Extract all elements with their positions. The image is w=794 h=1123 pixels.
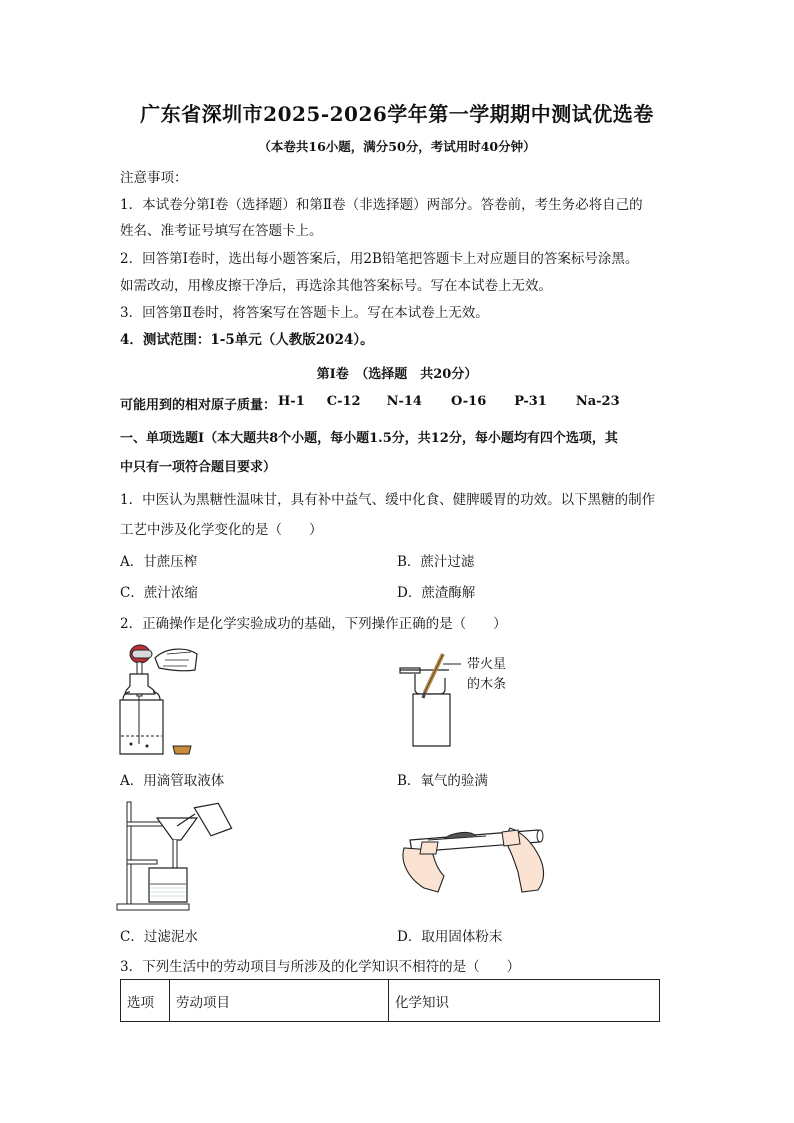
- atomic-mass-h: H-1: [278, 394, 305, 409]
- page-title: 广东省深圳市2025-2026学年第一学期期中测试优选卷: [140, 102, 654, 126]
- q1-stem-line-1: 1．中医认为黑糖性温味甘，具有补中益气、缓中化食、健脾暖胃的功效。以下黑糖的制作: [120, 492, 656, 508]
- notice-item-2-line-2: 如需改动，用橡皮擦干净后，再选涂其他答案标号。写在本试卷上无效。: [120, 278, 552, 294]
- q2-option-b: B．氧气的验满: [397, 773, 488, 789]
- dropper-figure: [115, 640, 215, 762]
- q2-stem: 2．正确操作是化学实验成功的基础，下列操作正确的是（ ）: [120, 616, 507, 632]
- q1-stem-line-2: 工艺中涉及化学变化的是（ ）: [120, 522, 323, 538]
- q2-option-a: A．用滴管取液体: [120, 773, 225, 789]
- part-title-line-1: 一、单项选题Ⅰ（本大题共8个小题，每小题1.5分，共12分，每小题均有四个选项，其: [120, 431, 618, 446]
- atomic-mass-c: C-12: [326, 394, 361, 409]
- atomic-masses-line: [120, 394, 620, 413]
- q1-option-d: D．蔗渣酶解: [397, 585, 476, 601]
- q1-option-a: A．甘蔗压榨: [120, 554, 198, 570]
- atomic-mass-p: P-31: [514, 394, 547, 409]
- notice-item-4: 4．测试范围：1-5单元（人教版2024）。: [120, 332, 374, 348]
- burning-splint-label-line-1: 带火星: [467, 657, 507, 672]
- table-header-knowledge: 化学知识: [389, 980, 660, 1022]
- oxygen-test-figure: [385, 648, 465, 752]
- page-subtitle: （本卷共16小题，满分50分，考试用时40分钟）: [258, 139, 536, 154]
- q2-option-d: D．取用固体粉末: [397, 929, 503, 945]
- q3-table: [120, 979, 660, 1022]
- notice-item-1-line-1: 1．本试卷分第Ⅰ卷（选择题）和第Ⅱ卷（非选择题）两部分。答卷前，考生务必将自己的: [120, 197, 643, 213]
- section-heading: 第Ⅰ卷 （选择题 共20分）: [316, 367, 478, 382]
- part-title-line-2: 中只有一项符合题目要求）: [120, 460, 277, 475]
- atomic-mass-n: N-14: [386, 394, 422, 409]
- q1-option-b: B．蔗汁过滤: [397, 554, 475, 570]
- notice-heading: 注意事项：: [120, 170, 188, 186]
- q3-stem: 3．下列生活中的劳动项目与所涉及的化学知识不相符的是（ ）: [120, 959, 521, 975]
- notice-item-1-line-2: 姓名、准考证号填写在答题卡上。: [120, 223, 323, 239]
- atomic-mass-o: O-16: [450, 394, 487, 409]
- burning-splint-label-line-2: 的木条: [467, 677, 507, 692]
- powder-tube-figure: [398, 812, 553, 896]
- filtration-figure: [115, 800, 235, 912]
- table-header-labor: 劳动项目: [170, 980, 389, 1022]
- notice-item-3: 3．回答第Ⅱ卷时，将答案写在答题卡上。写在本试卷上无效。: [120, 305, 489, 321]
- notice-item-2-line-1: 2．回答第Ⅰ卷时，选出每小题答案后，用2B铅笔把答题卡上对应题目的答案标号涂黑。: [120, 251, 639, 267]
- atomic-mass-na: Na-23: [575, 394, 620, 409]
- atomic-masses-label: 可能用到的相对原子质量：: [120, 398, 277, 413]
- q2-option-c: C．过滤泥水: [120, 929, 198, 945]
- table-row: [121, 980, 660, 1022]
- table-header-option: 选项: [121, 980, 170, 1022]
- q1-option-c: C．蔗汁浓缩: [120, 585, 198, 601]
